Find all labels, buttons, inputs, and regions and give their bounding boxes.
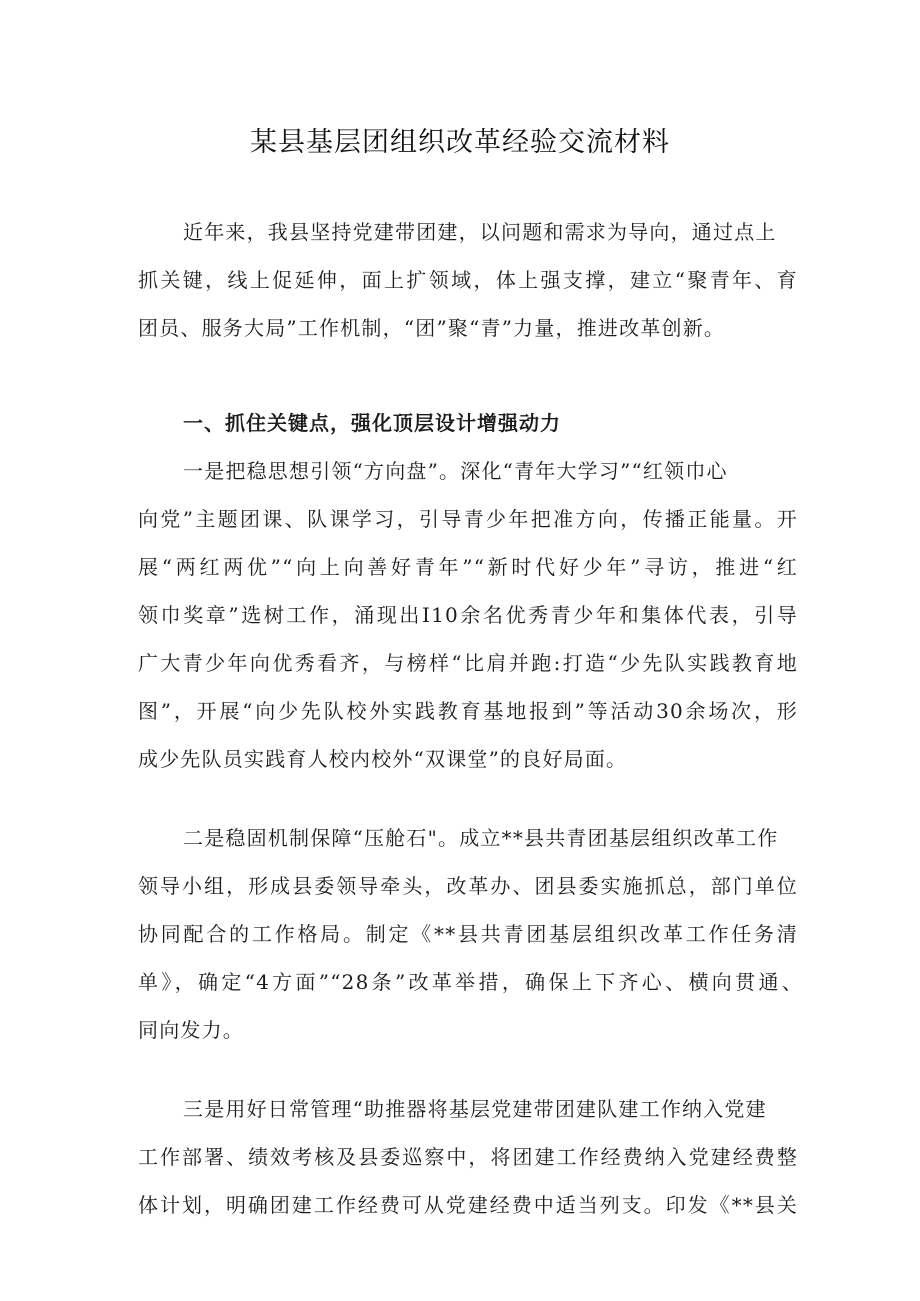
body-text-line: 图”，开展“向少先队校外实践教育基地报到”等活动30余场次，形 (138, 699, 798, 723)
body-text-line: 展“两红两优”“向上向善好青年”“新时代好少年”寻访，推进“红 (138, 555, 798, 579)
section-heading: 一、抓住关键点，强化顶层设计增强动力 (183, 411, 561, 435)
body-text-line: 向党”主题团课、队课学习，引导青少年把准方向，传播正能量。开 (138, 507, 798, 531)
body-text-line: 团员、服务大局”工作机制，“团”聚“青”力量，推进改革创新。 (138, 316, 726, 340)
body-text-line: 近年来，我县坚持党建带团建，以问题和需求为导向，通过点上 (183, 220, 777, 244)
body-text-line: 领导小组，形成县委领导牵头，改革办、团县委实施抓总，部门单位 (138, 874, 798, 898)
body-text-line: 工作部署、绩效考核及县委巡察中，将团建工作经费纳入党建经费整 (138, 1145, 798, 1169)
body-text-line: 三是用好日常管理“助推器将基层党建带团建队建工作纳入党建 (183, 1097, 767, 1121)
body-text-line: 同向发力。 (138, 1018, 244, 1042)
document-title: 某县基层团组织改革经验交流材料 (250, 127, 670, 158)
body-text-line: 领巾奖章”选树工作，涌现出I10余名优秀青少年和集体代表，引导 (138, 603, 798, 627)
body-text-line: 二是稳固机制保障“压舱石"。成立**县共青团基层组织改革工作 (183, 826, 779, 850)
body-text-line: 抓关键，线上促延伸，面上扩领域，体上强支撑，建立“聚青年、育 (138, 268, 798, 292)
body-text-line: 协同配合的工作格局。制定《**县共青团基层组织改革工作任务清 (138, 922, 798, 946)
body-text-line: 单》，确定“4方面”“28条”改革举措，确保上下齐心、横向贯通、 (138, 970, 803, 994)
body-text-line: 一是把稳思想引领“方向盘”。深化“青年大学习”“红领巾心 (183, 459, 728, 483)
body-text-line: 体计划，明确团建工作经费可从党建经费中适当列支。印发《**县关 (138, 1193, 798, 1217)
body-text-line: 成少先队员实践育人校内校外“双课堂”的良好局面。 (138, 747, 628, 771)
body-text-line: 广大青少年向优秀看齐，与榜样“比肩并跑:打造“少先队实践教育地 (138, 651, 798, 675)
